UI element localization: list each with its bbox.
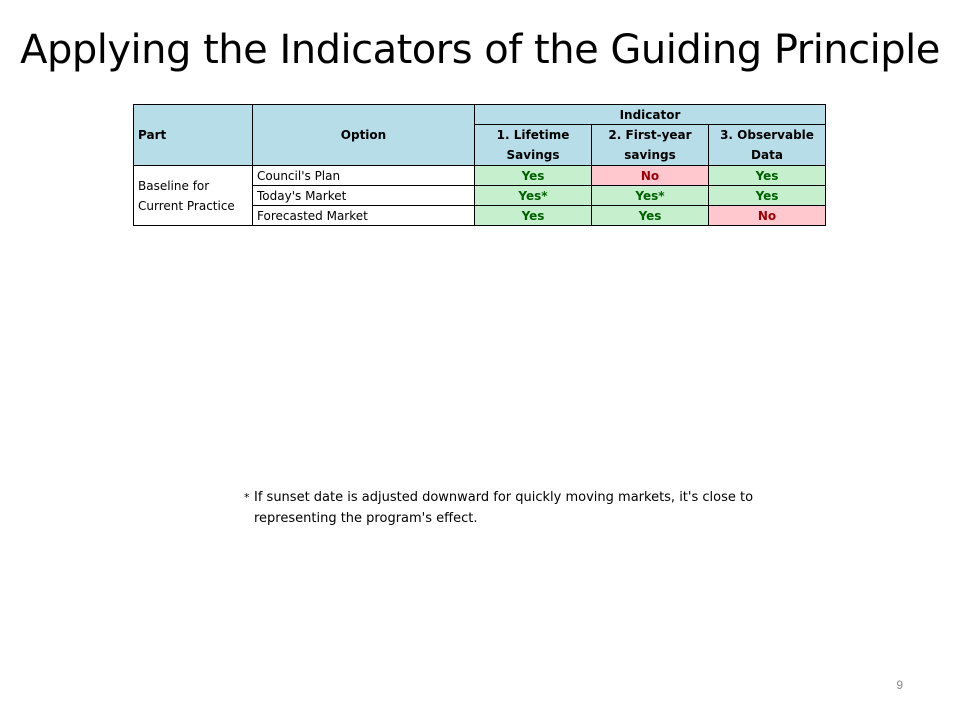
indicator-value-cell: Yes	[475, 166, 592, 186]
footnote-text: If sunset date is adjusted downward for quickly moving markets, it's close to representing the program's effect.	[254, 490, 754, 526]
header-part: Part	[134, 105, 253, 166]
header-indicator: Indicator	[475, 105, 826, 125]
part-cell: Baseline for Current Practice	[134, 166, 253, 226]
header-option: Option	[253, 105, 475, 166]
indicator-value-cell: Yes	[709, 166, 826, 186]
indicator-value-cell: No	[709, 206, 826, 226]
footnote-marker: *	[244, 491, 250, 504]
indicator-value-cell: No	[592, 166, 709, 186]
indicator-value-cell: Yes	[475, 206, 592, 226]
header-indicator-3: 3. Observable Data	[709, 125, 826, 166]
option-cell: Council's Plan	[253, 166, 475, 186]
indicator-value-cell: Yes*	[475, 186, 592, 206]
header-indicator-2: 2. First-year savings	[592, 125, 709, 166]
table-row	[134, 166, 826, 186]
indicator-value-cell: Yes	[709, 186, 826, 206]
indicator-value-cell: Yes*	[592, 186, 709, 206]
indicator-value-cell: Yes	[592, 206, 709, 226]
option-cell: Forecasted Market	[253, 206, 475, 226]
slide-title: Applying the Indicators of the Guiding Principle	[20, 27, 940, 73]
footnote	[244, 487, 824, 529]
option-cell: Today's Market	[253, 186, 475, 206]
indicator-table	[133, 104, 826, 226]
page-number: 9	[896, 678, 903, 692]
header-indicator-1: 1. Lifetime Savings	[475, 125, 592, 166]
table-header-row	[134, 105, 826, 125]
